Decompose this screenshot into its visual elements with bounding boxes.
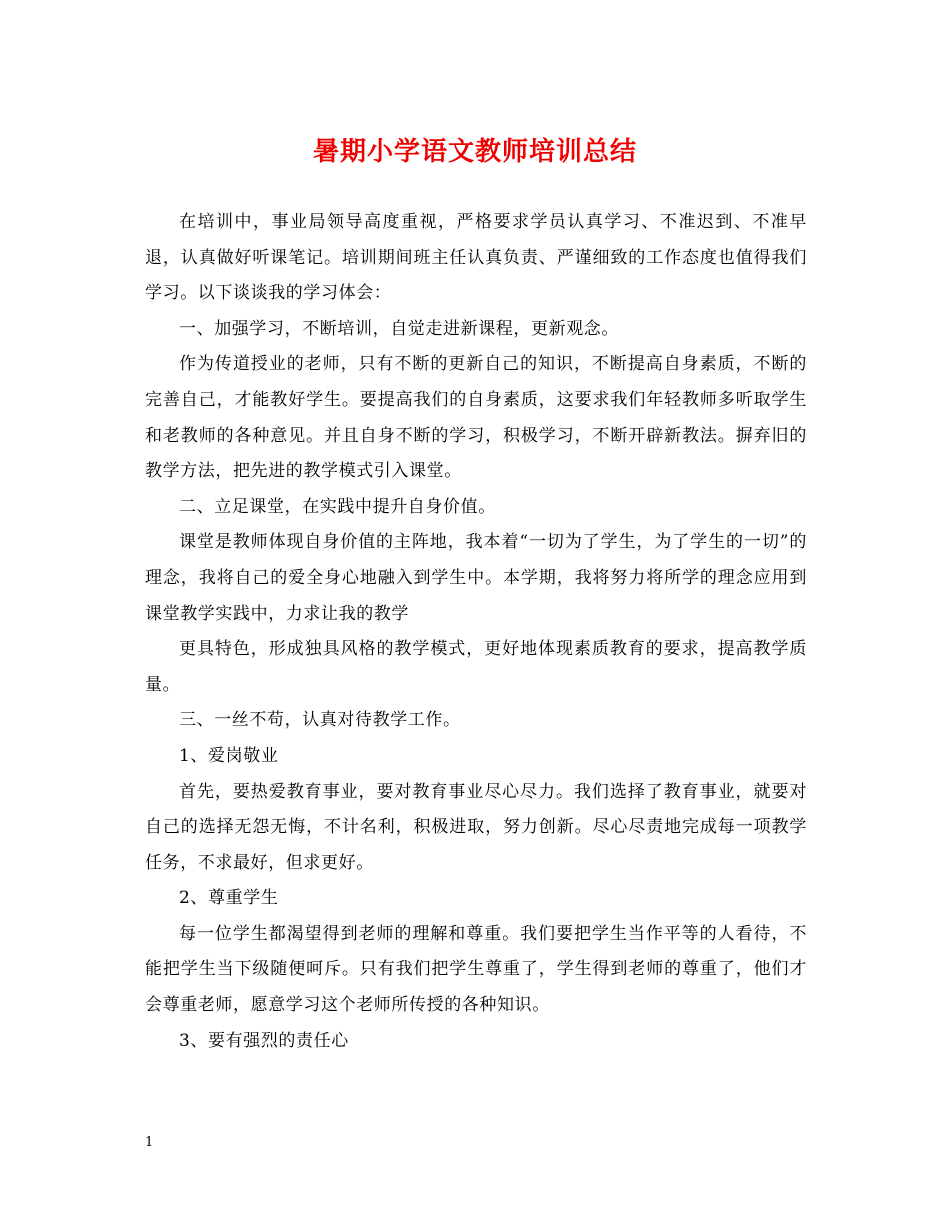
subheading-3: 3、要有强烈的责任心 [179,1030,349,1051]
document-body [145,205,807,1059]
paragraph-section-2a: 课堂是教师体现自身价值的主阵地，我本着“一切为了学生，为了学生的一切”的理念，我将自己的爱全身心地融入到学生中。本学期，我将努力将所学的理念应用到课堂教学实践中，力求让我的教学 [145,532,807,624]
document-title: 暑期小学语文教师培训总结 [312,137,637,167]
paragraph-section-1: 作为传道授业的老师，只有不断的更新自己的知识，不断提高自身素质，不断的完善自己，才能教好学生。要提高我们的自身素质，这要求我们年轻教师多听取学生和老教师的各种意见。并且自身不断的学习，积极学习，不断开辟新教法。摒弃旧的教学方法，把先进的教学模式引入课堂。 [145,354,807,482]
paragraph-subsection-1: 首先，要热爱教育事业，要对教育事业尽心尽力。我们选择了教育事业，就要对自己的选择无怨无悔，不计名利，积极进取，努力创新。尽心尽责地完成每一项教学任务，不求最好，但求更好。 [145,781,807,873]
page-number: 1 [145,1135,154,1150]
paragraph-section-2b: 更具特色，形成独具风格的教学模式，更好地体现素质教育的要求，提高教学质量。 [145,639,807,695]
paragraph-subsection-2: 每一位学生都渴望得到老师的理解和尊重。我们要把学生当作平等的人看待，不能把学生当下级随便呵斥。只有我们把学生尊重了，学生得到老师的尊重了，他们才会尊重老师，愿意学习这个老师所传授的各种知识。 [145,923,807,1016]
subheading-1: 1、爱岗敬业 [179,745,279,766]
section-heading-3: 三、一丝不苟，认真对待教学工作。 [179,710,461,731]
section-heading-2: 二、立足课堂，在实践中提升自身价值。 [179,496,496,517]
subheading-2: 2、尊重学生 [179,888,279,909]
section-heading-1: 一、加强学习，不断培训，自觉走进新课程，更新观念。 [179,318,619,339]
paragraph-intro: 在培训中，事业局领导高度重视，严格要求学员认真学习、不准迟到、不准早退，认真做好听课笔记。培训期间班主任认真负责、严谨细致的工作态度也值得我们学习。以下谈谈我的学习体会： [145,212,807,304]
